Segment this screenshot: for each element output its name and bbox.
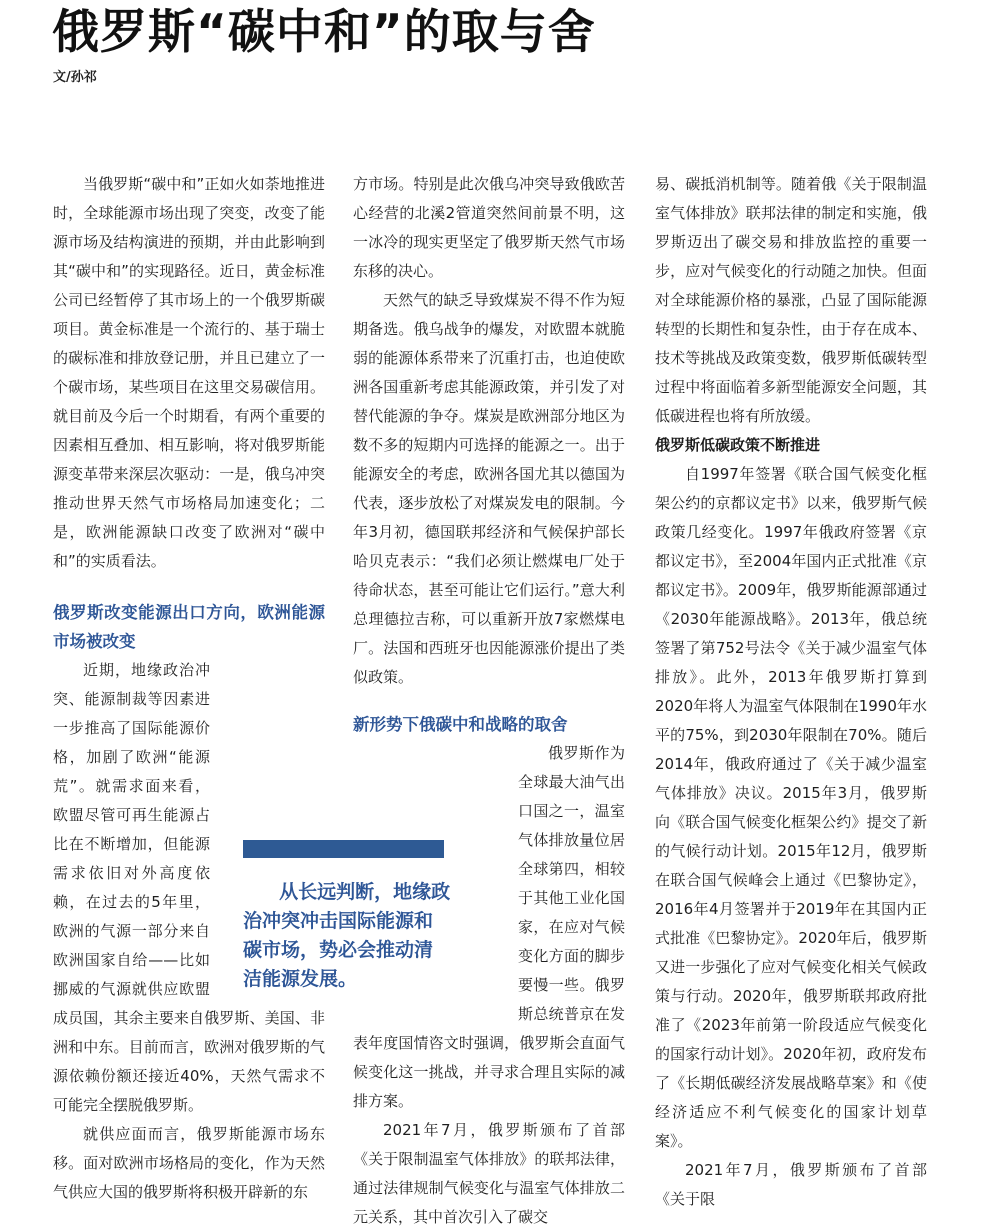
pullquote: 从长远判断，地缘政治冲突冲击国际能源和碳市场，势必会推动清洁能源发展。 [243, 881, 451, 990]
column-1 [53, 170, 325, 1207]
paragraph: 易、碳抵消机制等。随着俄《关于限制温室气体排放》联邦法律的制定和实施，俄罗斯迈出了碳交易和排放监控的重要一步，应对气候变化的行动随之加快。但面对全球能源价格的暴涨，凸显了国际能源转型的长期性和复杂性，由于存在成本、技术等挑战及政策变数，俄罗斯低碳转型过程中将面临着多新型能源安全问题，其低碳进程也将有所放缓。 [655, 175, 927, 425]
paragraph: 2021年7月，俄罗斯颁布了首部《关于限 [655, 1161, 927, 1208]
section-heading: 俄罗斯低碳政策不断推进 [655, 436, 821, 454]
section-heading: 俄罗斯改变能源出口方向，欧洲能源市场被改变 [53, 603, 325, 651]
article-title: 俄罗斯“碳中和”的取与舍 [52, 5, 596, 60]
paragraph: 方市场。特别是此次俄乌冲突导致俄欧苦心经营的北溪2管道突然间前景不明，这一冰冷的现实更坚定了俄罗斯天然气市场东移的决心。 [353, 175, 625, 280]
pullquote-bar [243, 840, 444, 858]
paragraph: 天然气的缺乏导致煤炭不得不作为短期备选。俄乌战争的爆发，对欧盟本就脆弱的能源体系带来了沉重打击，也迫使欧洲各国重新考虑其能源政策，并引发了对替代能源的争夺。煤炭是欧洲部分地区为数不多的短期内可选择的能源之一。出于能源安全的考虑，欧洲各国尤其以德国为代表，逐步放松了对煤炭发电的限制。今年3月初，德国联邦经济和气候保护部长哈贝克表示：“我们必须让燃煤电厂处于待命状态，甚至可能让它们运行。”意大利总理德拉吉称，可以重新开放7家燃煤电厂。法国和西班牙也因能源涨价提出了类似政策。 [353, 291, 625, 686]
paragraph: 近期，地缘政治冲突、能源制裁等因素进一步推高了国际能源价格，加剧了欧洲“能源荒”。就需求面来看，欧盟尽管可再生能源占比在不断增加，但能源需求依旧对外高度依赖，在过去的5年里，欧洲的气源一部分来自欧洲国家自给——比如挪威的气源就供应欧盟成员国，其余主要来自俄罗斯、美国、非洲和中东。目前而言，欧洲对俄罗斯的气源依赖份额还接近40%，天然气需求不可能完全摆脱俄罗斯。 [53, 656, 325, 1120]
paragraph: 俄罗斯作为全球最大油气出口国之一，温室气体排放量位居全球第四，相较于其他工业化国家，在应对气候变化方面的脚步要慢一些。俄罗斯总统普京在发表年度国情咨文时强调，俄罗斯会直面气候变化这一挑战，并寻求合理且实际的减排方案。 [353, 739, 625, 1116]
paragraph: 当俄罗斯“碳中和”正如火如荼地推进时，全球能源市场出现了突变，改变了能源市场及结构演进的预期，并由此影响到其“碳中和”的实现路径。近日，黄金标准公司已经暂停了其市场上的一个俄罗斯碳项目。黄金标准是一个流行的、基于瑞士的碳标准和排放登记册，并且已建立了一个碳市场，某些项目在这里交易碳信用。就目前及今后一个时期看，有两个重要的因素相互叠加、相互影响，将对俄罗斯能源变革带来深层次驱动：一是，俄乌冲突推动世界天然气市场格局加速变化；二是，欧洲能源缺口改变了欧洲对“碳中和”的实质看法。 [53, 175, 325, 570]
column-2 [353, 170, 625, 1232]
section-heading: 新形势下俄碳中和战略的取舍 [353, 715, 568, 734]
column-3 [655, 170, 927, 1214]
paragraph: 2021年7月，俄罗斯颁布了首部《关于限制温室气体排放》的联邦法律，通过法律规制气候变化与温室气体排放二元关系，其中首次引入了碳交 [353, 1121, 625, 1226]
paragraph: 自1997年签署《联合国气候变化框架公约的京都议定书》以来，俄罗斯气候政策几经变化。1997年俄政府签署《京都议定书》，至2004年国内正式批准《京都议定书》。2009年，俄罗斯能源部通过《2030年能源战略》。2013年，俄总统签署了第752号法令《关于减少温室气体排放》。此外，2013年俄罗斯打算到2020年将人为温室气体限制在1990年水平的75%，到2030年限制在70%。随后2014年，俄政府通过了《关于减少温室气体排放》决议。2015年3月，俄罗斯向《联合国气候变化框架公约》提交了新的气候行动计划。2015年12月，俄罗斯在联合国气候峰会上通过《巴黎协定》，2016年4月签署并于2019年在其国内正式批准《巴黎协定》。2020年后，俄罗斯又进一步强化了应对气候变化相关气候政策与行动。2020年，俄罗斯联邦政府批准了《2023年前第一阶段适应气候变化的国家行动计划》。2020年初，政府发布了《长期低碳经济发展战略草案》和《使经济适应不利气候变化的国家计划草案》。 [655, 465, 927, 1150]
paragraph: 就供应面而言，俄罗斯能源市场东移。面对欧洲市场格局的变化，作为天然气供应大国的俄罗斯将积极开辟新的东 [53, 1125, 325, 1201]
byline: 文/孙祁 [53, 70, 97, 85]
